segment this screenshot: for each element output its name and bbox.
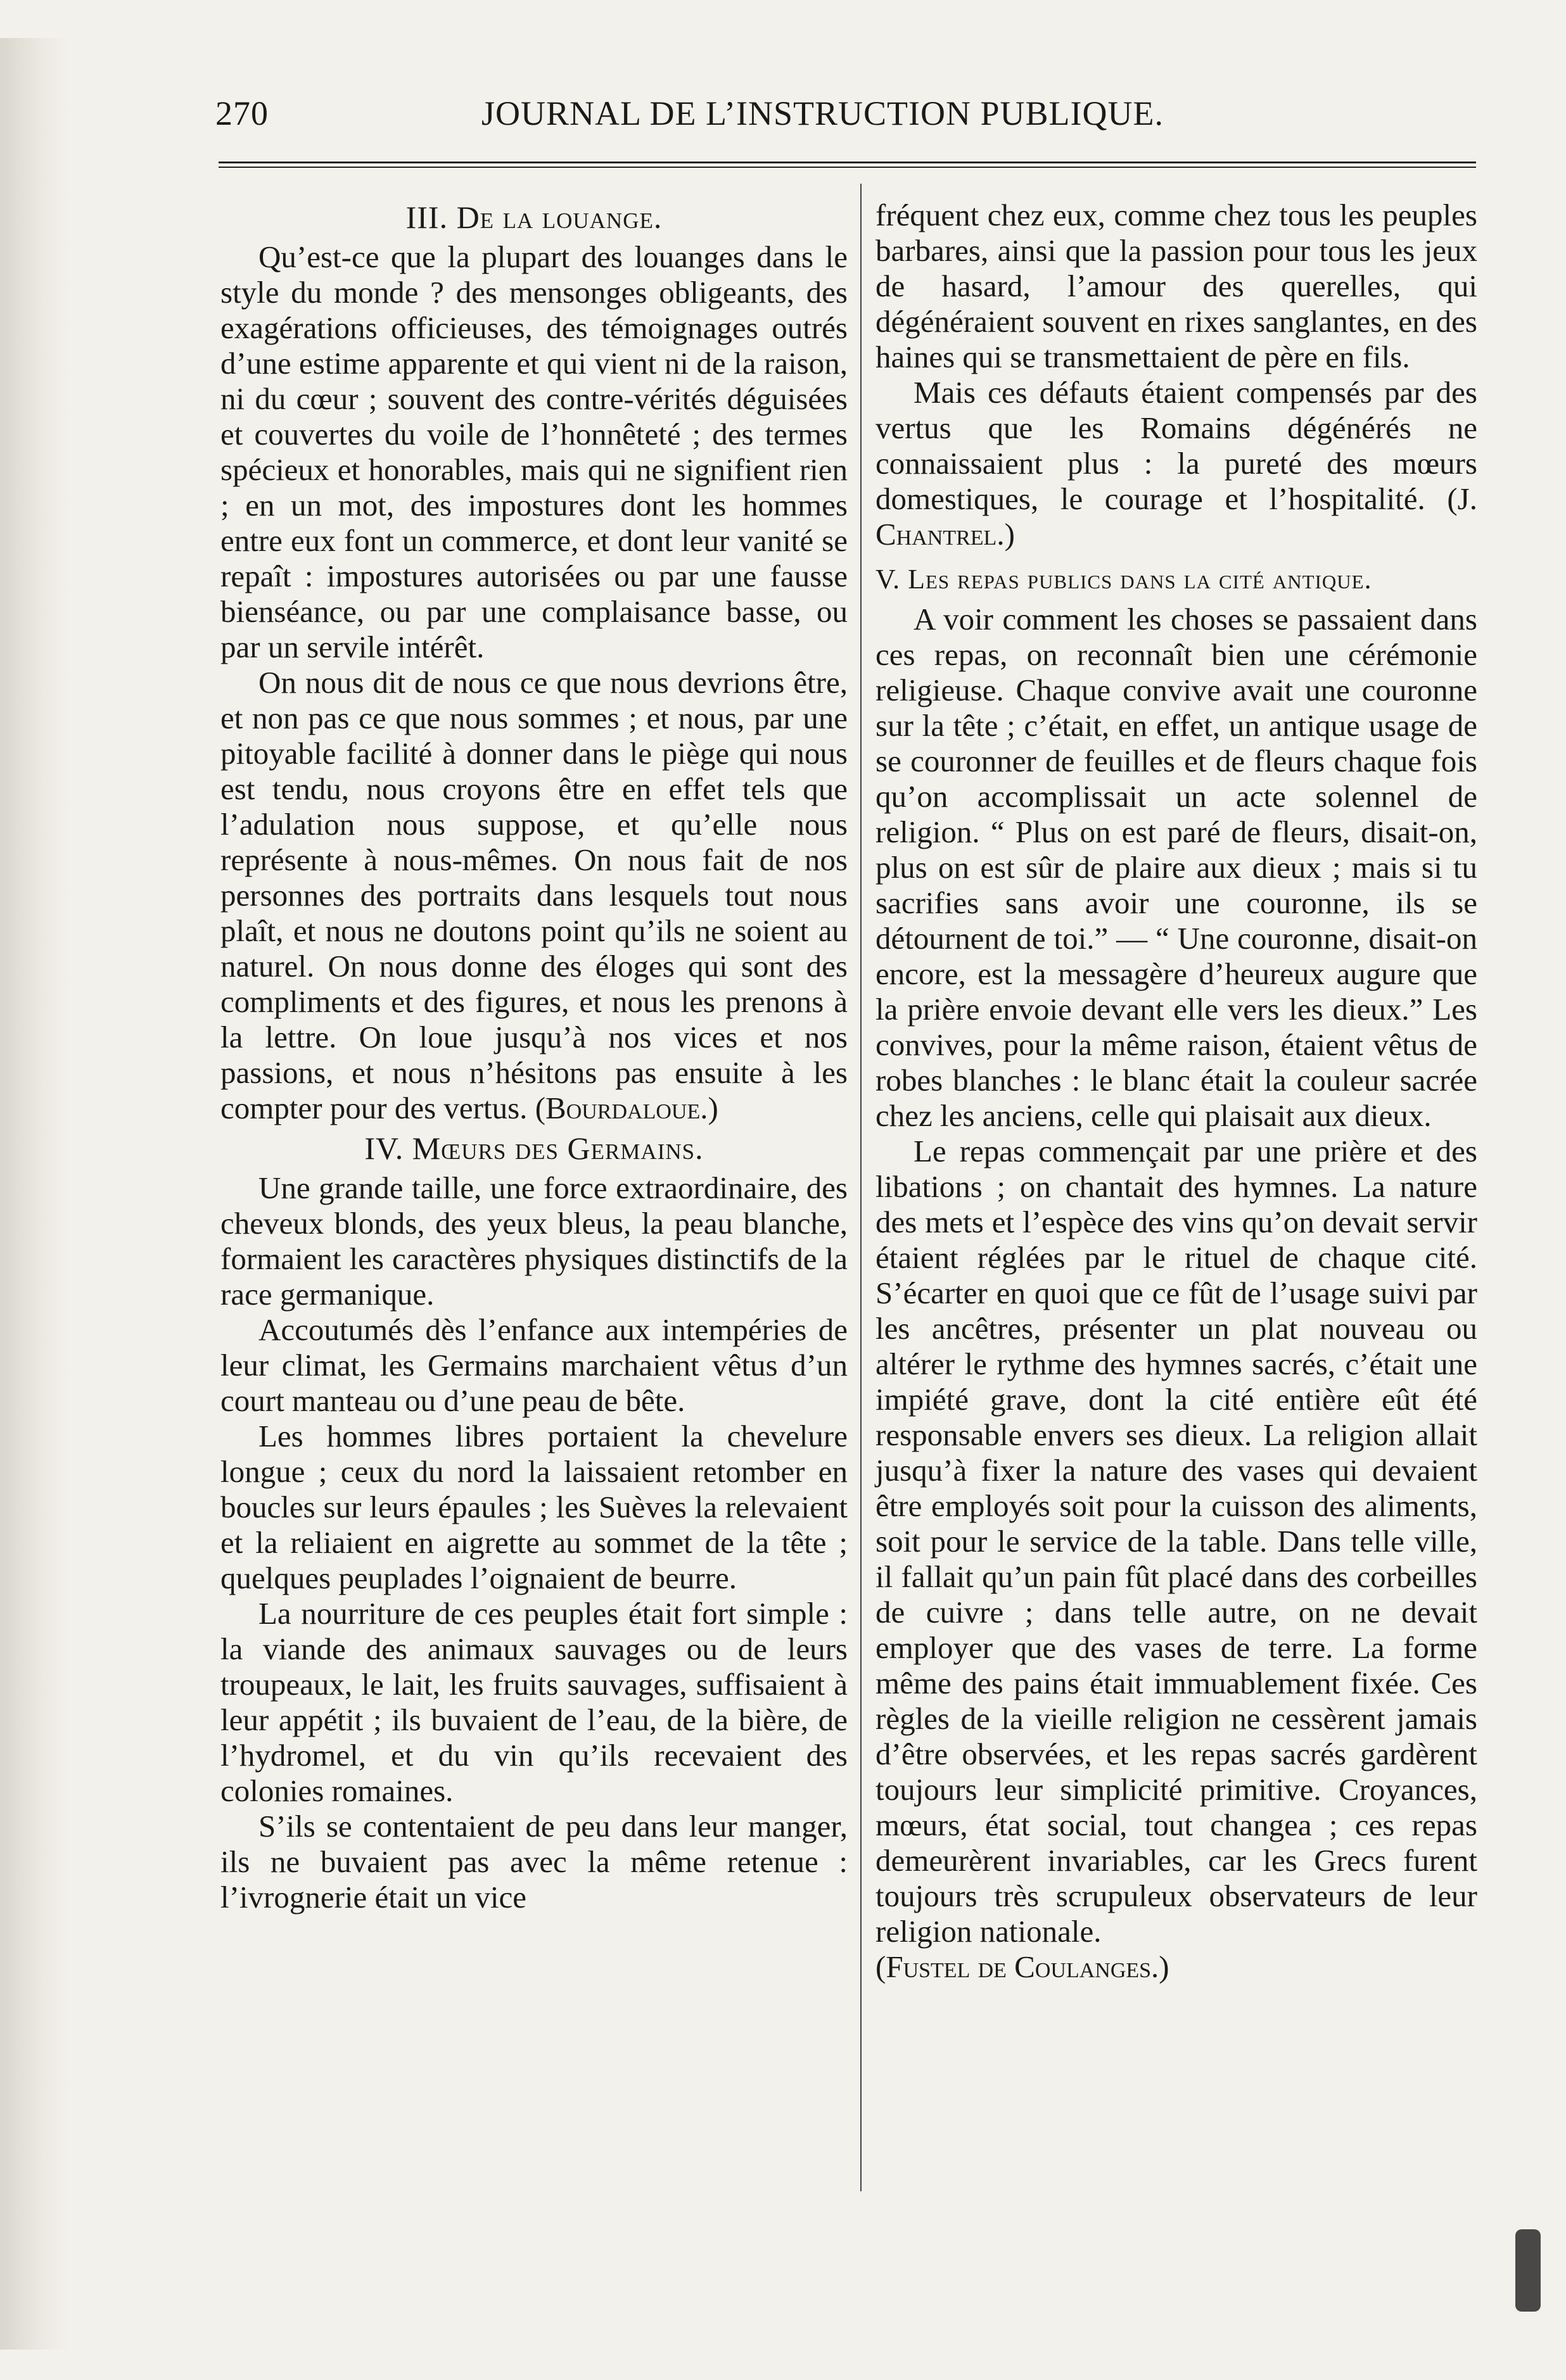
section-title-louange: III. De la louange. xyxy=(405,199,663,235)
paragraph: S’ils se contentaient de peu dans leur manger, ils ne buvaient pas avec la même retenue : l’ivrognerie était un vice xyxy=(220,1809,848,1915)
paragraph: Les hommes libres portaient la chevelure longue ; ceux du nord la laissaient retomber en boucles sur leurs épaules ; les Suèves la relevaient et la reliaient en aigrette au sommet de la tête ; quelques peuplades l’oignaient de beurre. xyxy=(220,1419,848,1595)
header-rule-thin xyxy=(219,167,1476,168)
paragraph xyxy=(875,375,1477,552)
section-title-germains: IV. Mœurs des Germains. xyxy=(364,1130,704,1166)
paragraph-text: Mais ces défauts étaient compensés par des vertus que les Romains dégénérés ne connaissaient plus : la pureté des mœurs domestiques, le courage et l’hospitalité. xyxy=(875,375,1477,516)
header-rule xyxy=(219,161,1476,163)
paragraph-continued: fréquent chez eux, comme chez tous les peuples barbares, ainsi que la passion pour tous les jeux de hasard, l’amour des querelles, qui dégénéraient souvent en rixes sanglantes, en des haines qui se transmettaient de père en fils. xyxy=(875,198,1477,374)
paragraph: Une grande taille, une force extraordinaire, des cheveux blonds, des yeux bleus, la peau blanche, formaient les caractères physiques distinctifs de la race germanique. xyxy=(220,1170,848,1312)
source-attribution: (Bourdaloue.) xyxy=(535,1091,718,1125)
column-divider xyxy=(860,184,862,2191)
paragraph: Qu’est-ce que la plupart des louanges dans le style du monde ? des mensonges obligeants, des exagérations officieuses, des témoignages outrés d’une estime apparente et qui vient ni de la raison, ni du cœur ; souvent des contre-vérités déguisées et couvertes du voile de l’honnêteté ; des termes spécieux et honorables, mais qui ne signifient rien ; en un mot, des impostures dont les hommes entre eux font un commerce, et dont leur vanité se repaît : impostures autorisées ou par une fausse bienséance, ou par une complaisance basse, ou par un servile intérêt. xyxy=(220,239,848,664)
page-number: 270 xyxy=(215,94,269,132)
section-title-repas: V. Les repas publics dans la cité antique. xyxy=(875,564,1372,595)
paragraph: Accoutumés dès l’enfance aux intempéries de leur climat, les Germains marchaient vêtus d’un court manteau ou d’une peau de bête. xyxy=(220,1312,848,1418)
page-edge-shadow xyxy=(0,38,70,2350)
right-column xyxy=(875,198,1477,1985)
paragraph: A voir comment les choses se passaient dans ces repas, on reconnaît bien une cérémonie religieuse. Chaque convive avait une couronne sur la tête ; c’était, en effet, un antique usage de se couronner de feuilles et de fleurs chaque fois qu’on accomplissait un acte solennel de religion. “ Plus on est paré de fleurs, disait-on, plus on est sûr de plaire aux dieux ; mais si tu sacrifies sans avoir une couronne, ils se détournent de toi.” — “ Une couronne, disait-on encore, est la messagère d’heureux augure que la prière envoie devant elle vers les dieux.” Les convives, pour la même raison, étaient vêtus de robes blanches : le blanc était la couleur sacrée chez les anciens, celle qui plaisait aux dieux. xyxy=(875,602,1477,1133)
paragraph: Le repas commençait par une prière et des libations ; on chantait des hymnes. La nature des mets et l’espèce des vins qu’on devait servir étaient réglées par le rituel de chaque cité. S’écarter en quoi que ce fût de l’usage suivi par les ancêtres, présenter un plat nouveau ou altérer le rythme des hymnes sacrés, c’était une impiété grave, dont la cité entière eût été responsable envers ses dieux. La religion allait jusqu’à fixer la nature des vases qui devaient être employés soit pour la cuisson des aliments, soit pour le service de la table. Dans telle ville, il fallait qu’un pain fût placé dans des corbeilles de cuivre ; dans telle autre, on ne devait employer que des vases de terre. La forme même des pains était immuablement fixée. Ces règles de la vieille religion ne cessèrent jamais d’être observées, et les repas sacrés gardèrent toujours leur simplicité primitive. Croyances, mœurs, état social, tout changea ; ces repas demeurèrent invariables, car les Grecs furent toujours très scrupuleux observateurs de leur religion nationale. xyxy=(875,1134,1477,1949)
source-attribution: (J. Chantrel.) xyxy=(875,481,1477,552)
paragraph xyxy=(220,665,848,1126)
running-title: JOURNAL DE L’INSTRUCTION PUBLIQUE. xyxy=(481,94,1164,132)
paragraph: La nourriture de ces peuples était fort simple : la viande des animaux sauvages ou de leurs troupeaux, le lait, les fruits sauvages, suffisaient à leur appétit ; ils buvaient de l’eau, de la bière, de l’hydromel, et du vin qu’ils recevaient des colonies romaines. xyxy=(220,1596,848,1808)
ink-blot xyxy=(1515,2229,1541,2312)
paragraph-text: On nous dit de nous ce que nous devrions être, et non pas ce que nous sommes ; et nous, par une pitoyable facilité à donner dans le piège qui nous est tendu, nous croyons être en effet tels que l’adulation nous suppose, et qu’elle nous représente à nous-mêmes. On nous fait de nos personnes des portraits dans lesquels tout nous plaît, et nous ne doutons point qu’ils ne soient au naturel. On nous donne des éloges qui sont des compliments et des figures, et nous les prenons à la lettre. On loue jusqu’à nos vices et nos passions, et nous n’hésitons pas ensuite à les compter pour des vertus. xyxy=(220,665,848,1125)
source-attribution: (Fustel de Coulanges.) xyxy=(875,1949,1169,1984)
running-header xyxy=(215,94,1280,138)
left-column xyxy=(220,198,848,1915)
